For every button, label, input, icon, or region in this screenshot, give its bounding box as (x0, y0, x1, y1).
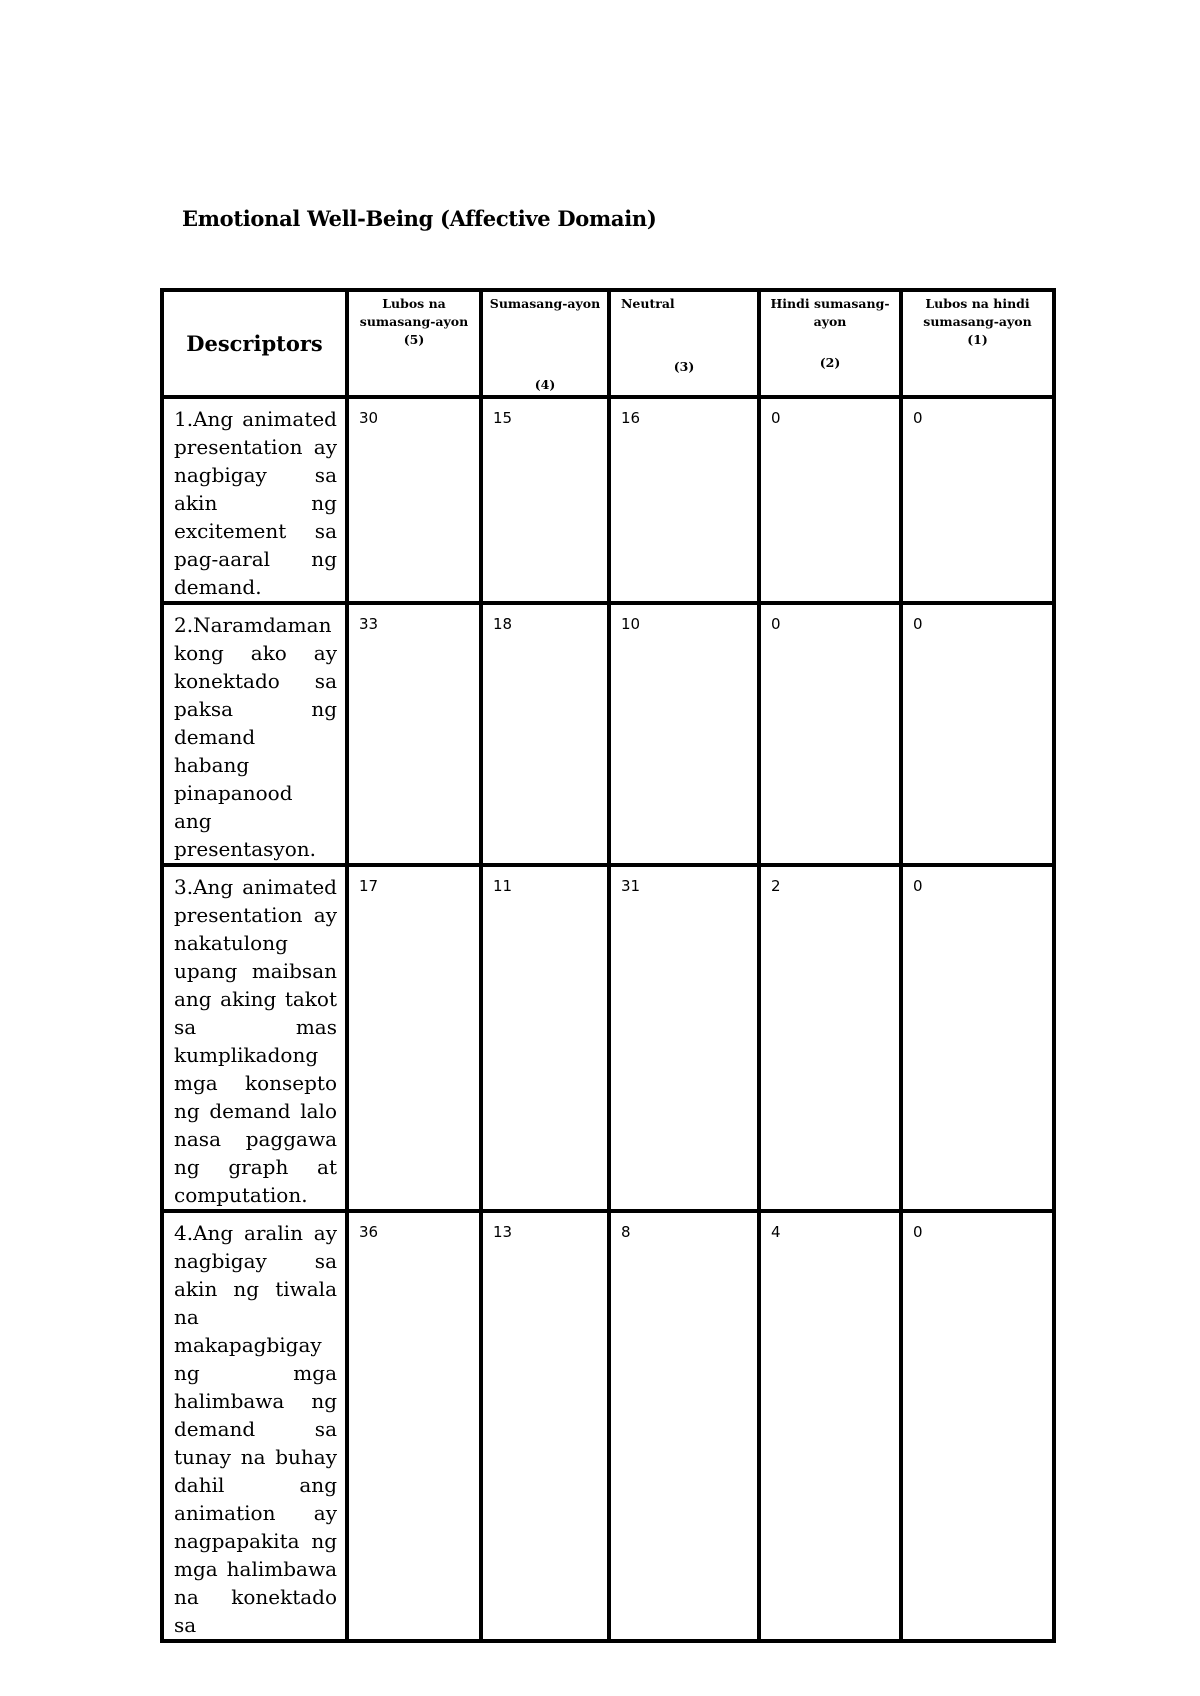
descriptor-cell: 3.Ang animated presentation ay nakatulong upang maibsan ang aking takot sa mas kumplikadong mga konsepto ng demand lalo nasa paggawa ng graph at computation. (162, 865, 347, 1211)
value-cell: 4 (759, 1211, 901, 1641)
value-cell: 0 (759, 603, 901, 865)
page-title: Emotional Well-Being (Affective Domain) (182, 206, 657, 231)
header-label: Sumasang-ayon (489, 296, 601, 311)
survey-results-table (160, 288, 1056, 1643)
value-cell: 0 (901, 603, 1054, 865)
header-score: (3) (673, 359, 695, 374)
table-row (162, 865, 1054, 1211)
value-cell: 16 (609, 397, 759, 603)
value-cell: 10 (609, 603, 759, 865)
table-header-row (162, 290, 1054, 397)
value-cell: 11 (481, 865, 609, 1211)
header-label: Lubos na sumasang-ayon (359, 296, 469, 329)
header-neutral (609, 290, 759, 397)
descriptor-cell: 1.Ang animated presentation ay nagbigay sa akin ng excitement sa pag-aaral ng demand. (162, 397, 347, 603)
value-cell: 15 (481, 397, 609, 603)
value-cell: 2 (759, 865, 901, 1211)
value-cell: 17 (347, 865, 481, 1211)
value-cell: 30 (347, 397, 481, 603)
header-score: (2) (819, 355, 841, 370)
header-score: (1) (967, 332, 988, 347)
table-row (162, 397, 1054, 603)
value-cell: 36 (347, 1211, 481, 1641)
header-label: Lubos na hindi sumasang-ayon (923, 296, 1032, 329)
header-descriptors: Descriptors (162, 290, 347, 397)
value-cell: 33 (347, 603, 481, 865)
header-strongly-agree (347, 290, 481, 397)
descriptor-cell: 2.Naramdaman kong ako ay konektado sa paksa ng demand habang pinapanood ang presentasyon. (162, 603, 347, 865)
header-disagree (759, 290, 901, 397)
value-cell: 31 (609, 865, 759, 1211)
descriptor-cell: 4.Ang aralin ay nagbigay sa akin ng tiwala na makapagbigay ng mga halimbawa ng demand sa tunay na buhay dahil ang animation ay nagpapakita ng mga halimbawa na konektado sa (162, 1211, 347, 1641)
header-label: Hindi sumasang-ayon (770, 296, 890, 329)
value-cell: 0 (901, 397, 1054, 603)
table-row (162, 603, 1054, 865)
header-agree (481, 290, 609, 397)
value-cell: 0 (901, 1211, 1054, 1641)
value-cell: 8 (609, 1211, 759, 1641)
value-cell: 0 (901, 865, 1054, 1211)
value-cell: 13 (481, 1211, 609, 1641)
value-cell: 18 (481, 603, 609, 865)
table-row (162, 1211, 1054, 1641)
header-strongly-disagree (901, 290, 1054, 397)
value-cell: 0 (759, 397, 901, 603)
header-score: (5) (403, 332, 425, 347)
header-label: Neutral (621, 296, 675, 311)
header-score: (4) (534, 377, 556, 392)
